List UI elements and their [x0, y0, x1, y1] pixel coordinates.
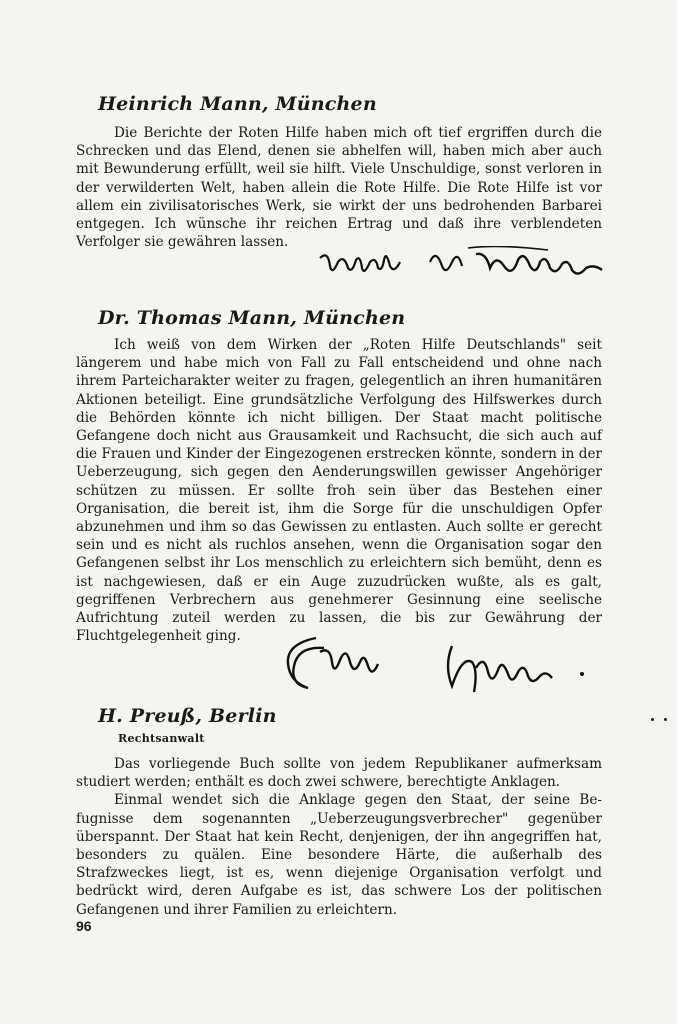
section-body-thomas-mann [76, 336, 602, 645]
heinrich-mann-signature [318, 246, 614, 280]
section-heading-heinrich-mann: Heinrich Mann, München [98, 93, 377, 115]
section-heading-thomas-mann: Dr. Thomas Mann, München [98, 307, 406, 329]
section-body-heinrich-mann [76, 124, 602, 251]
section-heading-preuss: H. Preuß, Berlin [98, 705, 277, 727]
paragraph: Die Berichte der Roten Hilfe haben mich oft tief ergriffen durch die Schrecken und das Elend, denen sie abhelfen will, haben mich aber auch mit Bewunderung erfüllt, weil sie hilft. Viele Unschuldige, sonst verloren in der verwilderten Welt, haben allein die Rote Hilfe. Die Rote Hilfe ist vor allem ein zivilisatorisches Werk, sie wirkt der uns bedrohenden Barbarei entgegen. Ich wünsche ihr reichen Ertrag und daß ihre verblendeten Verfolger sie gewähren lassen. [76, 125, 602, 251]
paragraph: Das vorliegende Buch sollte von jedem Republikaner aufmerksam studiert werden; enthält es doch zwei schwere, berechtigte Anklagen. [76, 756, 602, 791]
paragraph: Einmal wendet sich die Anklage gegen den Staat, der seine Befugnisse dem sogenannten „Ueberzeugungsverbrecher" gegenüber überspannt. Der Staat hat kein Recht, denjenigen, der ihn angegriffen hat, besonders zu quälen. Eine besondere Härte, die außerhalb des Strafzweckes liegt, ist es, wenn diejenige Organisation verfolgt und bedrückt wird, deren Aufgabe es ist, das schwere Los der politischen Gefangenen und ihrer Familien zu erleichtern. [76, 792, 602, 918]
section-subheading-preuss: Rechtsanwalt [118, 732, 205, 745]
print-speck [651, 718, 654, 721]
thomas-mann-signature [280, 632, 600, 698]
page-number: 96 [76, 918, 92, 934]
section-body-preuss [76, 755, 602, 919]
paragraph: Ich weiß von dem Wirken der „Roten Hilfe Deutschlands" seit längerem und habe mich von Fall zu Fall entscheidend und ohne nach ihrem Parteicharakter weiter zu fragen, gelegentlich an ihren humanitären Aktionen beteiligt. Eine grundsätzliche Verfolgung des Hilfswerkes durch die Behörden könnte ich nicht billigen. Der Staat macht politische Gefangene doch nicht aus Grausamkeit und Rachsucht, die sich auch auf die Frauen und Kinder der Eingezogenen erstrecken könnte, sondern in der Ueberzeugung, sich gegen den Aenderungswillen gewisser Angehöriger schützen zu müssen. Er sollte froh sein über das Bestehen einer Organisation, die bereit ist, ihm die Sorge für die unschuldigen Opfer abzunehmen und ihm so das Gewissen zu entlasten. Auch sollte er gerecht sein und es nicht als ruchlos ansehen, wenn die Organisation sogar den Gefangenen selbst ihr Los menschlich zu erleichtern sich bemüht, denn es ist nachgewiesen, daß er ein Auge zuzudrücken wußte, als es galt, gegriffenen Verbrechern aus genehmerer Gesinnung eine seelische Aufrichtung zuteil werden zu lassen, die bis zur Gewährung der Fluchtgelegenheit ging. [76, 337, 602, 645]
print-speck [664, 718, 667, 721]
